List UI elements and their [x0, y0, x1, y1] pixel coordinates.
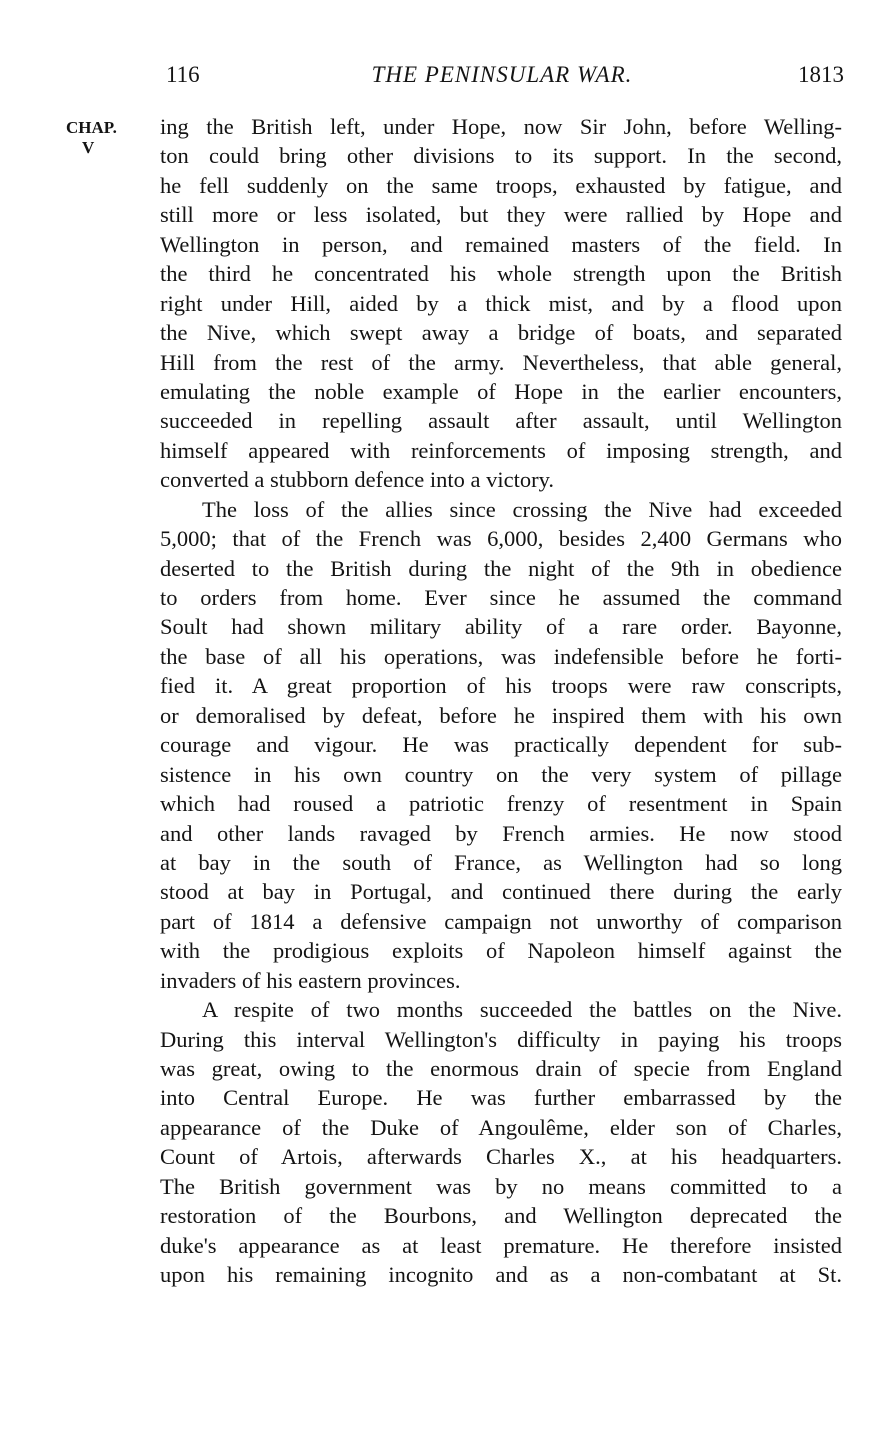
text-line: courage and vigour. He was practically dependent for sub-: [160, 732, 842, 758]
text-line: duke's appearance as at least premature. He therefore insisted: [160, 1232, 842, 1258]
text-line: invaders of his eastern provinces.: [160, 967, 461, 993]
text-line: Hill from the rest of the army. Nevertheless, that able general,: [160, 349, 842, 375]
text-line: which had roused a patriotic frenzy of resentment in Spain: [160, 791, 842, 817]
chapter-label: CHAP.: [66, 118, 117, 137]
text-line: ing the British left, under Hope, now Sir John, before Welling-: [160, 114, 842, 139]
text-line: or demoralised by defeat, before he inspired them with his own: [160, 702, 842, 728]
text-line: sistence in his own country on the very system of pillage: [160, 761, 842, 787]
text-line: During this interval Wellington's difficulty in paying his troops: [160, 1026, 842, 1052]
text-line: part of 1814 a defensive campaign not unworthy of comparison: [160, 908, 842, 934]
text-line: Count of Artois, afterwards Charles X., at his headquarters.: [160, 1144, 842, 1170]
text-line: restoration of the Bourbons, and Wellington deprecated the: [160, 1203, 842, 1229]
chapter-number: V: [82, 138, 95, 157]
text-line: appearance of the Duke of Angoulême, elder son of Charles,: [160, 1114, 842, 1140]
text-line: A respite of two months succeeded the battles on the Nive.: [202, 997, 842, 1023]
page-number: 116: [166, 62, 200, 87]
text-line: to orders from home. Ever since he assumed the command: [160, 585, 842, 610]
text-line: Soult had shown military ability of a rare order. Bayonne,: [160, 614, 842, 640]
text-line: ton could bring other divisions to its support. In the second,: [160, 143, 842, 169]
text-line: into Central Europe. He was further embarrassed by the: [160, 1085, 842, 1111]
chapter-margin-label: [66, 118, 156, 158]
text-line: upon his remaining incognito and as a non-combatant at St.: [160, 1262, 842, 1288]
text-line: 5,000; that of the French was 6,000, besides 2,400 Germans who: [160, 526, 842, 552]
header-year: 1813: [798, 62, 844, 87]
running-header: [160, 62, 844, 96]
text-line: converted a stubborn defence into a victory.: [160, 467, 555, 493]
text-line: with the prodigious exploits of Napoleon himself against the: [160, 938, 842, 964]
text-line: The British government was by no means committed to a: [160, 1173, 842, 1199]
text-line: deserted to the British during the night of the 9th in obedience: [160, 555, 842, 581]
text-line: The loss of the allies since crossing the Nive had exceeded: [202, 496, 842, 522]
text-line: the Nive, which swept away a bridge of boats, and separated: [160, 320, 842, 346]
text-line: fied it. A great proportion of his troops were raw conscripts,: [160, 673, 842, 699]
text-line: Wellington in person, and remained masters of the field. In: [160, 231, 842, 257]
text-line: right under Hill, aided by a thick mist, and by a flood upon: [160, 290, 842, 316]
text-line: and other lands ravaged by French armies. He now stood: [160, 820, 842, 846]
text-line: the third he concentrated his whole strength upon the British: [160, 261, 842, 287]
text-line: still more or less isolated, but they were rallied by Hope and: [160, 202, 842, 228]
text-line: he fell suddenly on the same troops, exhausted by fatigue, and: [160, 172, 842, 198]
text-line: at bay in the south of France, as Wellington had so long: [160, 849, 842, 875]
text-line: stood at bay in Portugal, and continued there during the early: [160, 879, 842, 905]
text-line: was great, owing to the enormous drain of specie from England: [160, 1056, 842, 1081]
text-line: emulating the noble example of Hope in the earlier encounters,: [160, 378, 842, 404]
text-line: succeeded in repelling assault after assault, until Wellington: [160, 408, 842, 434]
text-line: the base of all his operations, was indefensible before he forti-: [160, 643, 842, 669]
text-line: himself appeared with reinforcements of imposing strength, and: [160, 437, 842, 463]
body-text: [160, 112, 842, 1290]
running-title: THE PENINSULAR WAR.: [371, 62, 633, 87]
